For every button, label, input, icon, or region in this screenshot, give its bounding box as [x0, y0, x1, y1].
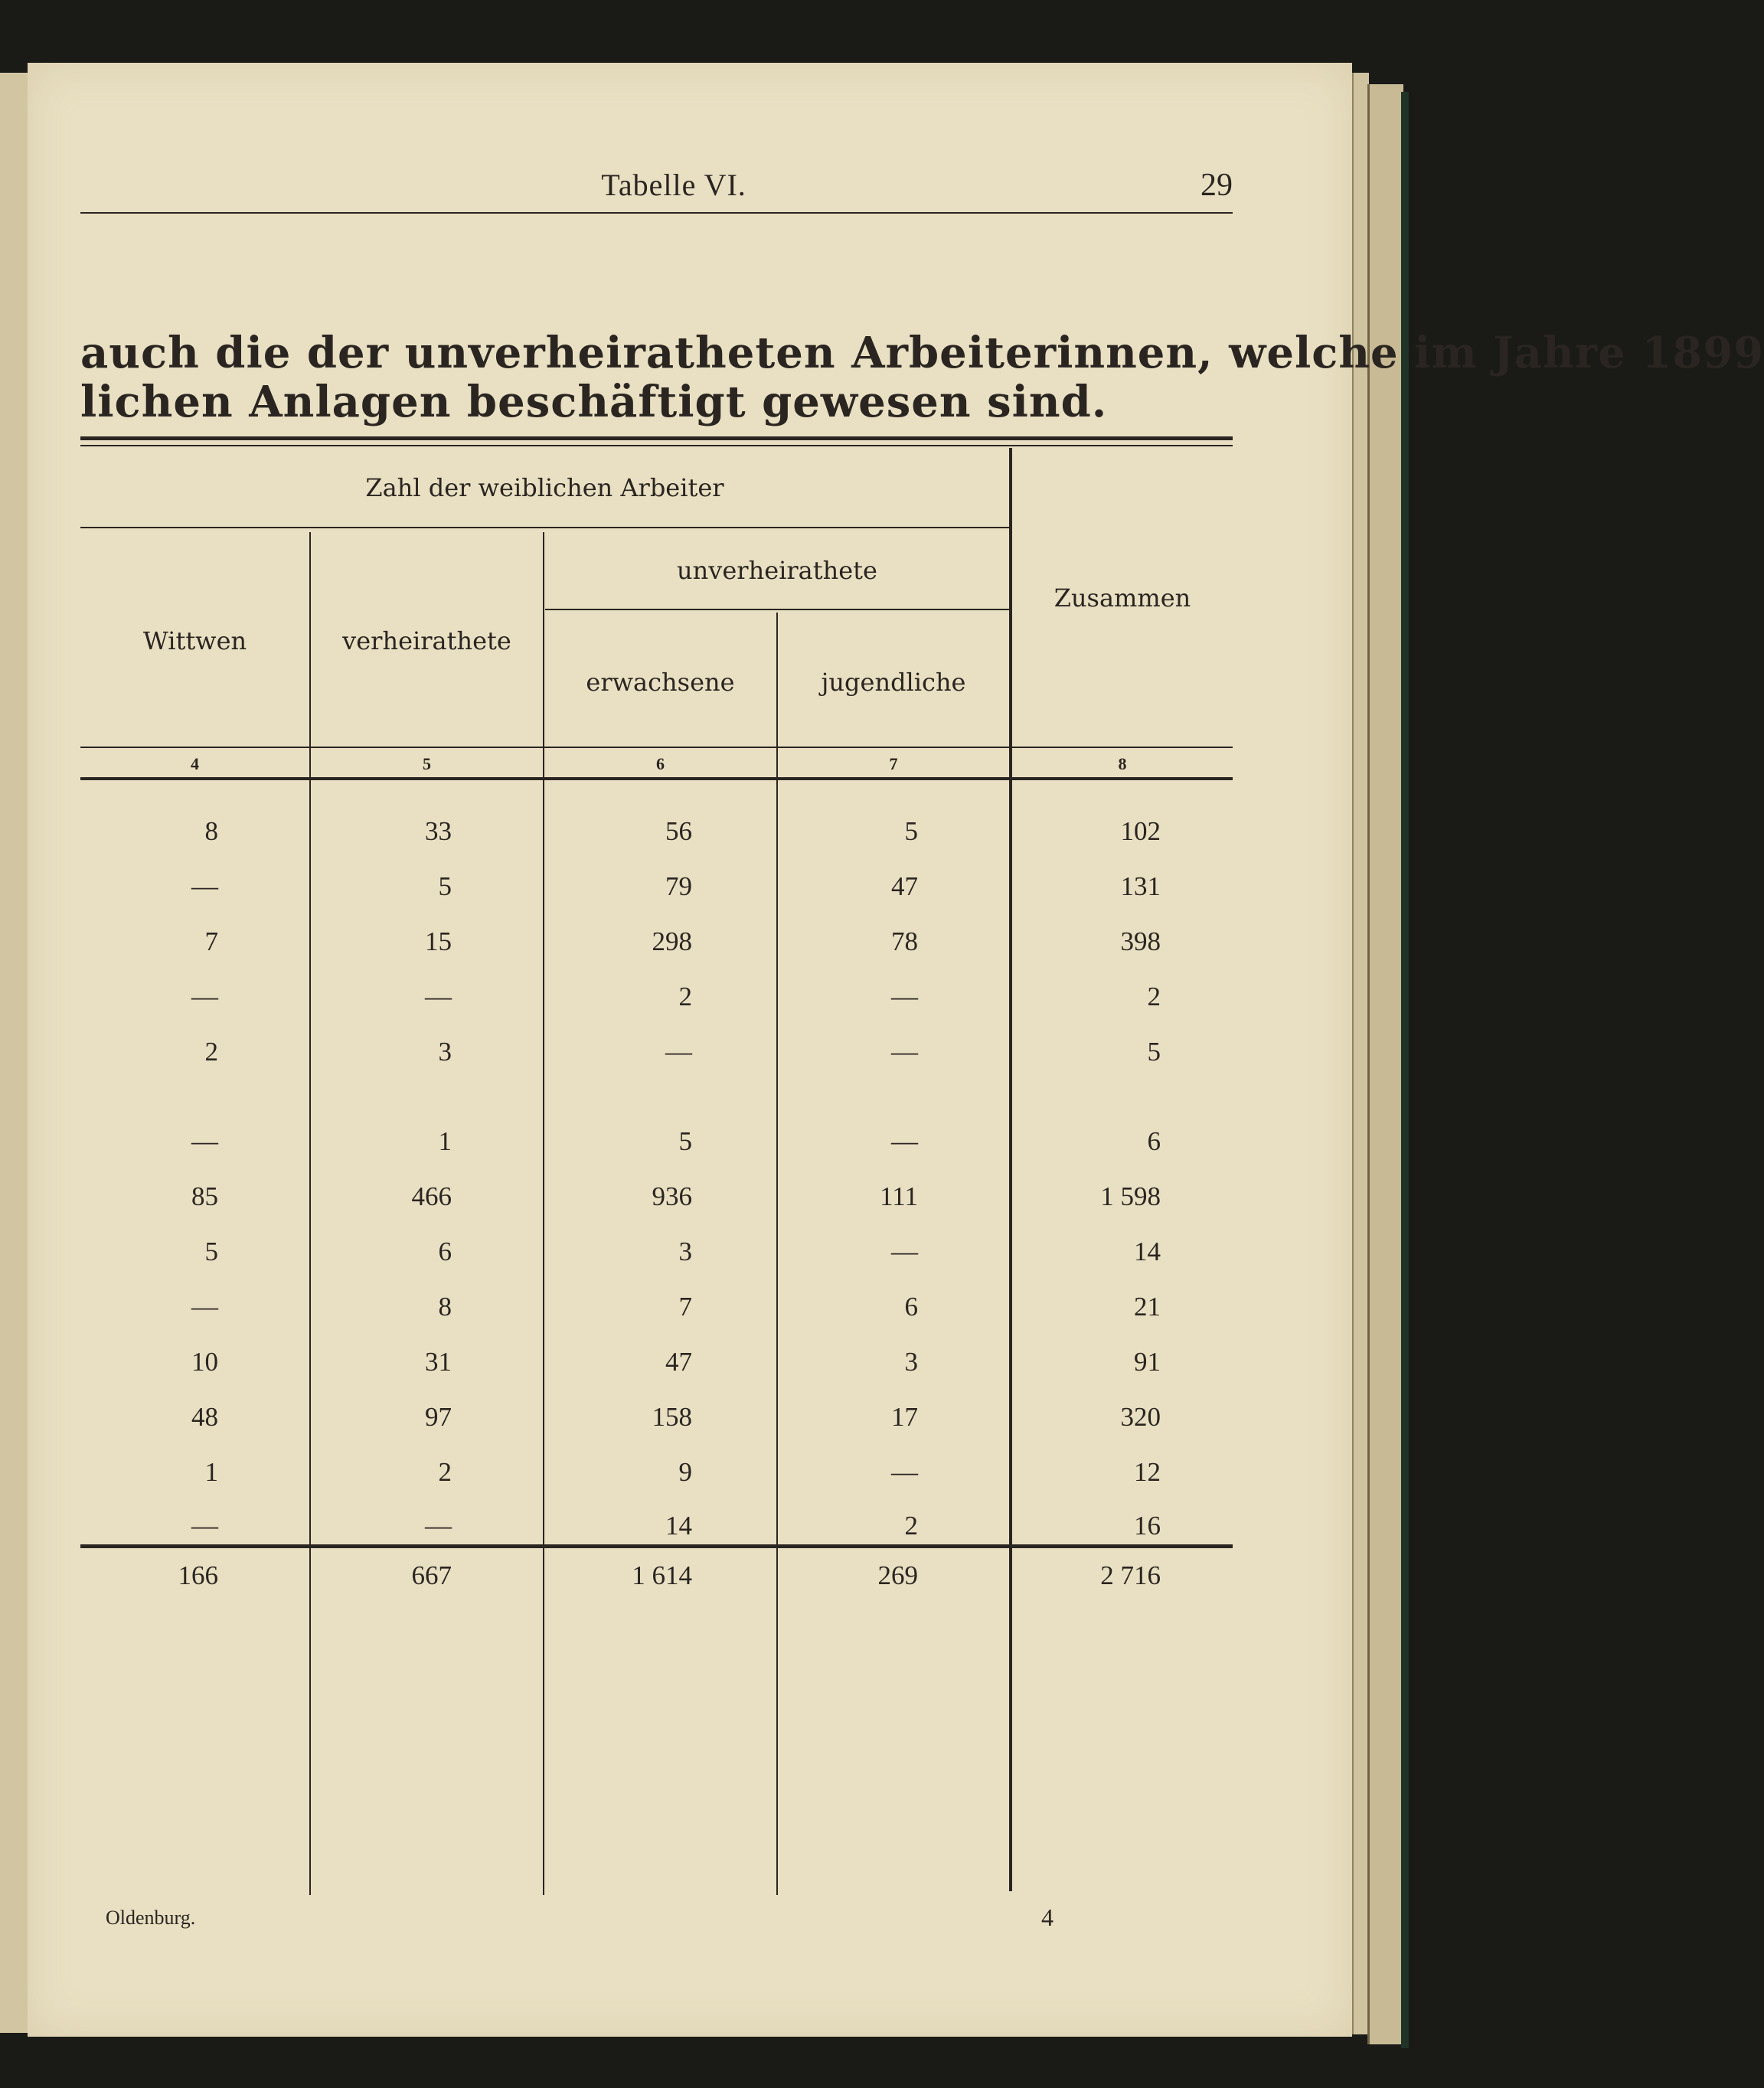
- totals-rule: [80, 1544, 1233, 1548]
- table-cell: 97: [425, 1402, 452, 1432]
- col-number-7: 7: [889, 754, 898, 773]
- col-header-verheirathete: verheirathete: [342, 626, 511, 655]
- table-cell: 10: [191, 1347, 218, 1377]
- table-cell: 5: [678, 1126, 692, 1156]
- table-cell: —: [891, 1126, 918, 1156]
- table-cell: —: [191, 1126, 218, 1156]
- col-header-jugendliche: jugendliche: [821, 668, 966, 697]
- colnum-bottom-rule: [80, 777, 1233, 780]
- page-stack-edge-2: [1367, 84, 1403, 2044]
- table-cell: —: [891, 1237, 918, 1266]
- table-cell: —: [191, 1292, 218, 1322]
- table-cell: 5: [438, 871, 452, 901]
- table-cell: —: [891, 1457, 918, 1487]
- table-top-rule-thin: [80, 445, 1233, 446]
- heading-line-1: auch die der unverheiratheten Arbeiterinnen, welche im Jahre 1899: [80, 328, 1764, 378]
- col-header-wittwen: Wittwen: [142, 626, 247, 655]
- table-cell: 2: [678, 982, 692, 1011]
- table-cell: 78: [891, 926, 918, 956]
- table-cell: 398: [1120, 926, 1161, 956]
- table-cell: 56: [665, 816, 692, 846]
- table-cell: 320: [1120, 1402, 1161, 1432]
- table-cell: 6: [438, 1237, 452, 1266]
- table-cell: 85: [191, 1181, 218, 1211]
- table-cell: 158: [652, 1402, 692, 1432]
- table-cell: 16: [1134, 1511, 1161, 1541]
- total-erwachsene: 1 614: [632, 1560, 692, 1590]
- table-cell: 9: [678, 1457, 692, 1487]
- table-cell: 7: [204, 926, 218, 956]
- table-cell: 5: [204, 1237, 218, 1266]
- table-cell: 1: [438, 1126, 452, 1156]
- col-number-8: 8: [1118, 754, 1127, 773]
- book-cover-edge: [1401, 92, 1409, 2048]
- table-cell: —: [425, 982, 452, 1011]
- total-jugendliche: 269: [877, 1560, 918, 1590]
- table-cell: 79: [665, 871, 692, 901]
- col-number-4: 4: [191, 754, 199, 773]
- table-cell: 298: [652, 926, 692, 956]
- table-cell: 6: [904, 1292, 918, 1322]
- table-cell: 2: [1147, 982, 1161, 1011]
- table-cell: —: [891, 1037, 918, 1067]
- group-header-rule: [80, 527, 1009, 528]
- previous-page-edge: [0, 73, 29, 2033]
- table-cell: 2: [438, 1457, 452, 1487]
- table-cell: 47: [665, 1347, 692, 1377]
- table-cell: 8: [438, 1292, 452, 1322]
- heading-line-2: lichen Anlagen beschäftigt gewesen sind.: [80, 377, 1108, 427]
- table-cell: 14: [665, 1511, 692, 1541]
- col-rule-b: [543, 532, 544, 1895]
- group-header: Zahl der weiblichen Arbeiter: [365, 473, 724, 502]
- signature-mark: 4: [1041, 1903, 1054, 1931]
- table-cell: 91: [1134, 1347, 1161, 1377]
- table-cell: —: [425, 1511, 452, 1541]
- table-cell: —: [191, 871, 218, 901]
- table-cell: 936: [652, 1181, 692, 1211]
- col-header-zusammen: Zusammen: [1054, 583, 1191, 613]
- table-top-rule-thick: [80, 436, 1233, 440]
- table-cell: 33: [425, 816, 452, 846]
- total-verheirathete: 667: [411, 1560, 452, 1590]
- table-cell: 131: [1120, 871, 1161, 901]
- col-rule-d: [1009, 448, 1012, 1891]
- table-cell: 5: [1147, 1037, 1161, 1067]
- table-cell: 2: [204, 1037, 218, 1067]
- table-cell: 48: [191, 1402, 218, 1432]
- table-cell: 8: [204, 816, 218, 846]
- table-cell: —: [665, 1037, 692, 1067]
- col-rule-a: [309, 532, 311, 1895]
- table-cell: 7: [678, 1292, 692, 1322]
- table-cell: —: [191, 1511, 218, 1541]
- table-cell: 47: [891, 871, 918, 901]
- header-rule: [80, 212, 1233, 214]
- table-cell: 17: [891, 1402, 918, 1432]
- table-cell: 21: [1134, 1292, 1161, 1322]
- table-cell: 6: [1147, 1126, 1161, 1156]
- table-cell: 1: [204, 1457, 218, 1487]
- table-cell: 3: [904, 1347, 918, 1377]
- page-number: 29: [1200, 168, 1233, 203]
- table-cell: —: [191, 982, 218, 1011]
- footer-place: Oldenburg.: [106, 1907, 196, 1929]
- col-number-5: 5: [423, 754, 431, 773]
- subgroup-header: unverheirathete: [677, 556, 877, 585]
- table-cell: 12: [1134, 1457, 1161, 1487]
- total-wittwen: 166: [178, 1560, 218, 1590]
- table-cell: 2: [904, 1511, 918, 1541]
- table-cell: 5: [904, 816, 918, 846]
- table-cell: 1 598: [1100, 1181, 1161, 1211]
- table-cell: 3: [438, 1037, 452, 1067]
- table-cell: 111: [880, 1181, 918, 1211]
- table-cell: 102: [1120, 816, 1161, 846]
- col-header-erwachsene: erwachsene: [586, 668, 735, 697]
- table-title: Tabelle VI.: [601, 168, 746, 202]
- table-cell: 31: [425, 1347, 452, 1377]
- table-cell: —: [891, 982, 918, 1011]
- table-cell: 14: [1134, 1237, 1161, 1266]
- col-number-6: 6: [656, 754, 665, 773]
- table-cell: 466: [411, 1181, 452, 1211]
- subgroup-header-rule: [545, 609, 1009, 610]
- table-cell: 3: [678, 1237, 692, 1266]
- header-bottom-rule: [80, 747, 1233, 748]
- table-cell: 15: [425, 926, 452, 956]
- total-zusammen: 2 716: [1100, 1560, 1161, 1590]
